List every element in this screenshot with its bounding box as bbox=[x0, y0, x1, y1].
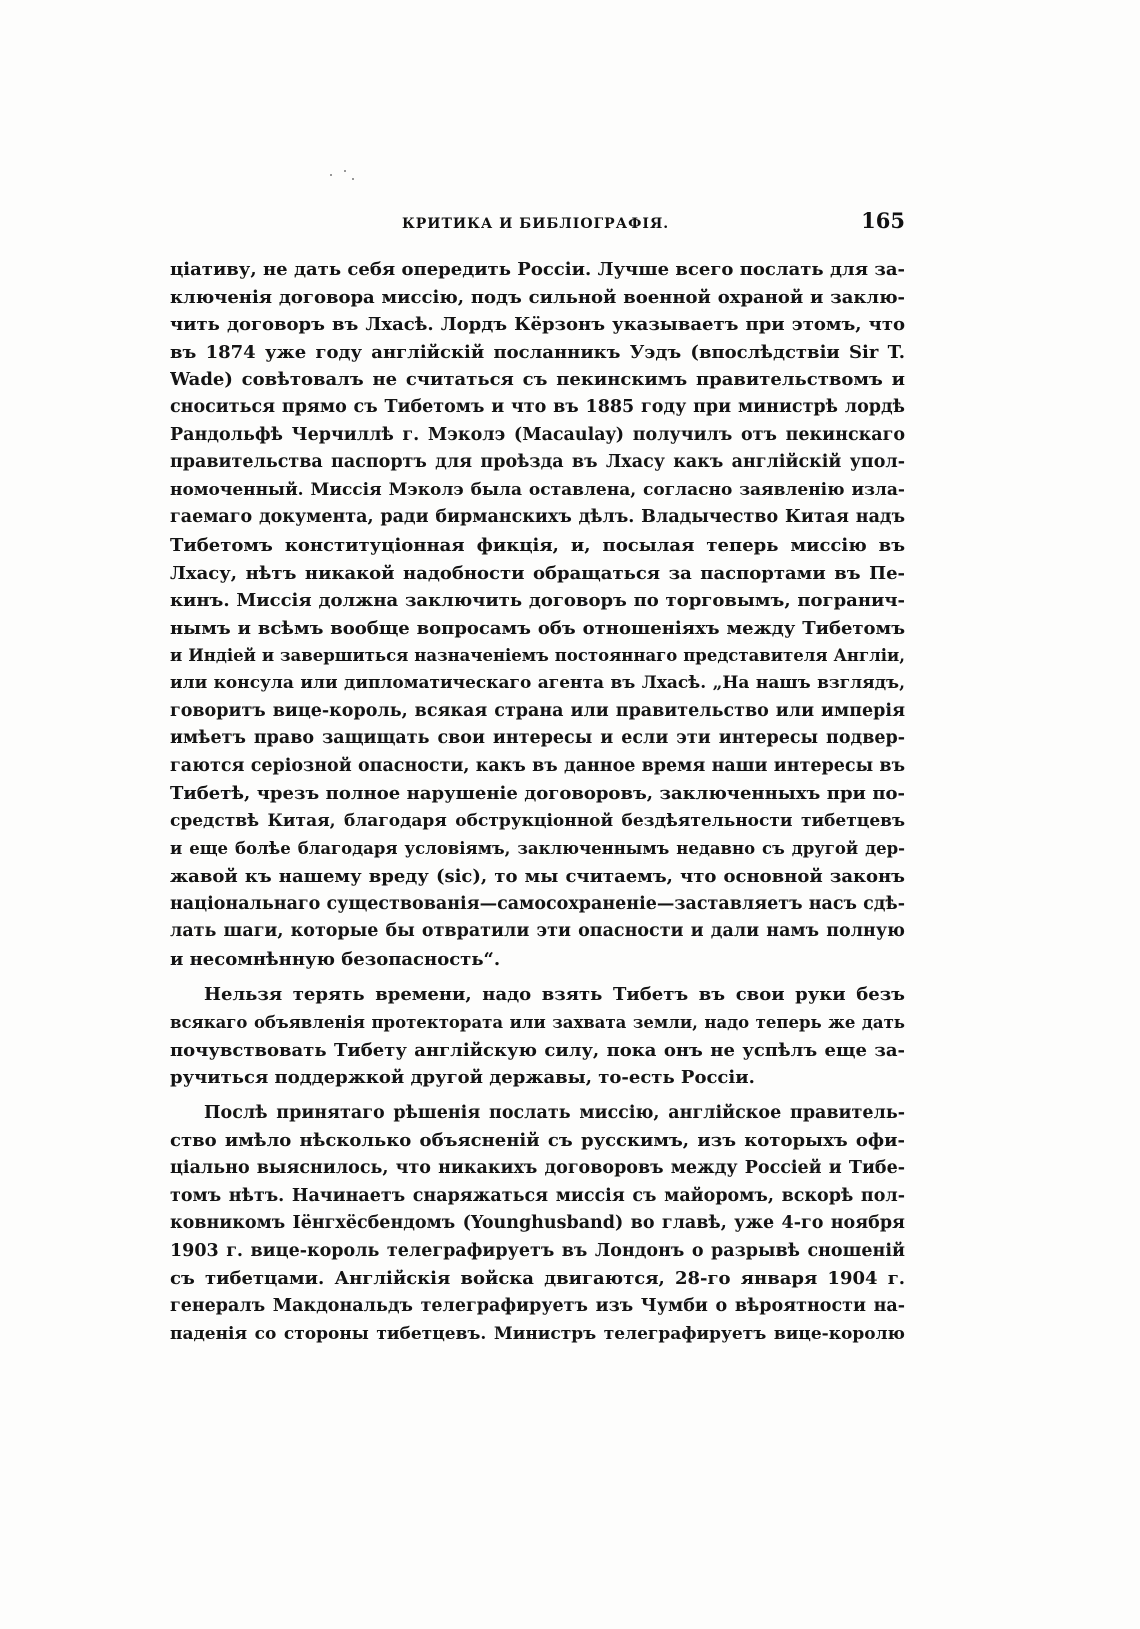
text-line: и Индіей и завершиться назначеніемъ постояннаго представителя Англіи, bbox=[170, 646, 905, 666]
paragraph-1 bbox=[170, 256, 905, 973]
text-line: гаются серіозной опасности, какъ въ данное время наши интересы въ bbox=[170, 755, 905, 776]
text-line: Тибетомъ конституціонная фикція, и, посылая теперь миссію въ bbox=[170, 534, 905, 556]
text-line: имѣетъ право защищать свои интересы и если эти интересы подвер- bbox=[170, 728, 905, 749]
text-line: томъ нѣтъ. Начинаетъ снаряжаться миссія съ майоромъ, вскорѣ пол- bbox=[170, 1185, 905, 1206]
text-line: чить договоръ въ Лхасѣ. Лордъ Кёрзонъ указываетъ при этомъ, что bbox=[170, 314, 905, 336]
text-line: генералъ Макдональдъ телеграфируетъ изъ Чумби о вѣроятности на- bbox=[170, 1295, 905, 1316]
speck bbox=[352, 178, 354, 180]
text-line: почувствовать Тибету англійскую силу, пока онъ не успѣлъ еще за- bbox=[170, 1039, 905, 1061]
text-line: или консула или дипломатическаго агента въ Лхасѣ. „На нашъ взглядъ, bbox=[170, 672, 905, 693]
paragraph-3 bbox=[170, 1100, 905, 1348]
speck bbox=[330, 174, 332, 176]
text-line: Тибетѣ, чрезъ полное нарушеніе договоровъ, заключенныхъ при по- bbox=[170, 783, 905, 805]
text-line: Лхасу, нѣтъ никакой надобности обращаться за паспортами въ Пе- bbox=[170, 562, 905, 584]
text-line: въ 1874 уже году англійскій посланникъ Уэдъ (впослѣдствіи Sir T. bbox=[170, 341, 905, 363]
text-line: ціативу, не дать себя опередить Россіи. Лучше всего послать для за- bbox=[170, 259, 905, 280]
text-line: и несомнѣнную безопасность“. bbox=[170, 948, 501, 970]
text-line: всякаго объявленія протектората или захвата земли, надо теперь же дать bbox=[170, 1013, 905, 1033]
paragraph-2 bbox=[170, 981, 905, 1091]
text-line: національнаго существованія—самосохраненіе—заставляетъ насъ сдѣ- bbox=[170, 893, 905, 914]
text-line: сноситься прямо съ Тибетомъ и что въ 1885 году при министрѣ лордѣ bbox=[170, 396, 905, 417]
text-line: и еще болѣе благодаря условіямъ, заключеннымъ недавно съ другой дер- bbox=[170, 839, 905, 859]
text-line: Рандольфѣ Черчиллѣ г. Мэколэ (Macaulay) получилъ отъ пекинскаго bbox=[170, 424, 905, 445]
text-line: правительства паспортъ для проѣзда въ Лхасу какъ англійскій упол- bbox=[170, 452, 905, 473]
text-line: ключенія договора миссію, подъ сильной военной охраной и заклю- bbox=[170, 286, 905, 308]
page-number: 165 bbox=[861, 208, 905, 233]
running-title: КРИТИКА И БИБЛІОГРАФІЯ. bbox=[401, 216, 670, 232]
text-line: съ тибетцами. Англійскія войска двигаются, 28-го января 1904 г. bbox=[170, 1268, 905, 1290]
text-line: средствѣ Китая, благодаря обструкціонной бездѣятельности тибетцевъ bbox=[170, 810, 905, 831]
text-line: жавой къ нашему вреду (sic), то мы считаемъ, что основной законъ bbox=[170, 866, 905, 888]
text-line: 1903 г. вице-король телеграфируетъ въ Лондонъ о разрывѣ сношеній bbox=[170, 1240, 905, 1261]
scan-specks bbox=[330, 168, 370, 184]
text-line: говоритъ вице-король, всякая страна или правительство или имперія bbox=[170, 700, 905, 721]
speck bbox=[344, 170, 346, 172]
body-text bbox=[170, 256, 905, 1348]
running-head bbox=[170, 208, 905, 242]
text-line: гаемаго документа, ради бирманскихъ дѣлъ. Владычество Китая надъ bbox=[170, 507, 905, 528]
text-line: Нельзя терять времени, надо взять Тибетъ въ свои руки безъ bbox=[204, 984, 905, 1006]
text-line: ковникомъ Іёнгхёсбендомъ (Younghusband) во главѣ, уже 4-го ноября bbox=[170, 1213, 905, 1234]
text-line: нымъ и всѣмъ вообще вопросамъ объ отношеніяхъ между Тибетомъ bbox=[170, 617, 905, 639]
paragraph-gap bbox=[170, 973, 905, 981]
text-line: Послѣ принятаго рѣшенія послать миссію, англійское правитель- bbox=[204, 1102, 905, 1123]
text-line: ціально выяснилось, что никакихъ договоровъ между Россіей и Тибе- bbox=[170, 1158, 905, 1178]
paragraph-gap bbox=[170, 1092, 905, 1100]
text-line: Wade) совѣтовалъ не считаться съ пекинскимъ правительствомъ и bbox=[170, 369, 905, 391]
text-line: кинъ. Миссія должна заключить договоръ по торговымъ, погранич- bbox=[170, 590, 905, 612]
text-line: ручиться поддержкой другой державы, то-есть Россіи. bbox=[170, 1067, 755, 1089]
text-line: номоченный. Миссія Мэколэ была оставлена, согласно заявленію изла- bbox=[170, 479, 905, 500]
text-line: лать шаги, которые бы отвратили эти опасности и дали намъ полную bbox=[170, 921, 905, 942]
text-line: паденія со стороны тибетцевъ. Министръ телеграфируетъ вице-королю bbox=[170, 1323, 905, 1344]
text-line: ство имѣло нѣсколько объясненій съ русскимъ, изъ которыхъ офи- bbox=[170, 1130, 905, 1152]
